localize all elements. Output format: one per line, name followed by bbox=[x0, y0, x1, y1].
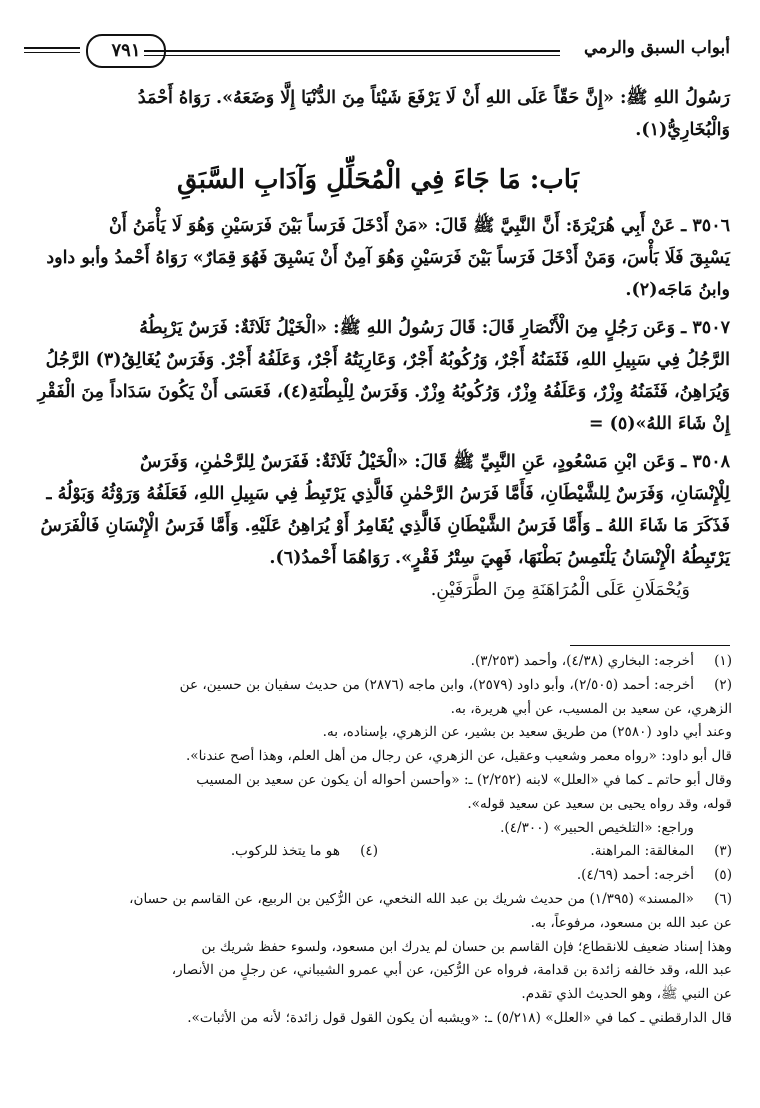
hadith-line: ٣٥٠٨ ـ وَعَن ابْنِ مَسْعُودٍ، عَنِ النَّبِيِّ ﷺ قَالَ: «الْخَيْلُ ثَلَاثَةٌ: فَفَرَسٌ لِلرَّحْمٰنِ، وَفَرَسٌ bbox=[140, 452, 730, 472]
intro-line: وَالْبُخَارِيُّ(١). bbox=[635, 120, 730, 140]
footnote-line: عن عبد الله بن مسعود، مرفوعاً، به. bbox=[530, 914, 732, 931]
hadith-line: وَيُرَاهِنُ، فَثَمَنُهُ وِزْرٌ، وَعَلَفُهُ وِزْرٌ، وَرُكُوبُهُ وِزْرٌ. وَفَرَسٌ لِلْبِطْنَةِ(٤)، فَعَسَى أَنْ يَكُونَ سَدَاداً مِنَ الْفَقْرِ bbox=[37, 382, 730, 402]
page-number: ٧٩١ bbox=[86, 34, 166, 68]
footnote-line: قال أبو داود: «رواه معمر وشعيب وعقيل، عن الزهري، عن رجال من أهل العلم، وهذا أصح عندنا». bbox=[185, 748, 732, 765]
footnote-3 bbox=[378, 840, 732, 864]
footnote-2-continuation bbox=[24, 698, 732, 841]
footnote-line: وقال أبو حاتم ـ كما في «العلل» لابنه (٢/٢٥٢) ـ: «وأحسن أحواله أن يكون عن سعيد بن المسيب bbox=[196, 771, 732, 788]
footnote-number: (٣) bbox=[714, 843, 732, 860]
main-text bbox=[26, 82, 730, 606]
hadith-line: إِنْ شَاءَ اللهُ»(٥) = bbox=[588, 414, 730, 434]
chapter-title: بَاب: مَا جَاءَ فِي الْمُحَلِّلِ وَآدَابِ السَّبَقِ bbox=[177, 165, 579, 195]
footnote-line: قوله، وقد رواه يحيى بن سعيد عن سعيد قوله». bbox=[467, 795, 732, 812]
footnote-line: وراجع: «التلخيص الحبير» (٤/٣٠٠). bbox=[500, 819, 694, 836]
footnote-text: المغالقة: المراهنة. bbox=[590, 843, 694, 860]
header-rule-left bbox=[24, 47, 80, 53]
footnote-2 bbox=[24, 674, 732, 698]
hadith-line: ٣٥٠٧ ـ وَعَن رَجُلٍ مِنَ الْأَنْصَارِ قَالَ: قَالَ رَسُولُ اللهِ ﷺ: «الْخَيْلُ ثَلَاثَةٌ: فَرَسٌ يَرْبِطُهُ bbox=[139, 318, 730, 338]
footnote-text: أخرجه: البخاري (٤/٣٨)، وأحمد (٣/٢٥٣). bbox=[470, 653, 694, 669]
running-title: أبواب السبق والرمي bbox=[584, 38, 730, 58]
footnote-number: (٥) bbox=[714, 867, 732, 884]
footnote-4 bbox=[24, 840, 378, 864]
hadith-line: وابنُ مَاجَه(٢). bbox=[625, 280, 730, 300]
hadith-line: يَسْبِقَ فَلَا بَأْسَ، وَمَنْ أَدْخَلَ فَرَساً بَيْنَ فَرَسَيْنِ وَهُوَ آمِنٌ أَنْ يَسْبِقَ فَهُوَ قِمَارٌ» رَوَاهُ أَحْمدُ وأبو داود bbox=[46, 248, 730, 268]
hadith-3507 bbox=[26, 312, 730, 440]
intro-line: رَسُولُ اللهِ ﷺ: «إِنَّ حَقّاً عَلَى اللهِ أَنْ لَا يَرْفَعَ شَيْئاً مِنَ الدُّنْيَا إِلَّا وَضَعَهُ». رَوَاهُ أَحْمَدُ bbox=[137, 88, 730, 108]
footnote-line: وعند أبي داود (٢٥٨٠) من طريق سعيد بن بشير، عن الزهري، بإسناده، به. bbox=[322, 724, 732, 741]
hadith-line: الرَّجُلُ فِي سَبِيلِ اللهِ، فَثَمَنُهُ أَجْرٌ، وَرُكُوبُهُ أَجْرٌ، وَعَارِيَتُهُ أَجْرٌ، وَعَلَفُهُ أَجْرٌ. وَفَرَسٌ يُغَالِقُ(٣) الرَّجُلُ bbox=[45, 350, 730, 370]
footnote-line: عن النبي ﷺ، وهو الحديث الذي تقدم. bbox=[521, 986, 732, 1003]
footnotes bbox=[24, 650, 732, 1031]
footnotes-3-4 bbox=[24, 840, 732, 864]
footnote-text: أخرجه: أحمد (٢/٥٠٥)، وأبو داود (٢٥٧٩)، وابن ماجه (٢٨٧٦) من حديث سفيان بن حسين، عن bbox=[179, 676, 694, 693]
page-header bbox=[24, 34, 730, 70]
footnote-separator bbox=[570, 645, 730, 646]
footnote-1 bbox=[24, 650, 732, 674]
footnote-line: وهذا إسناد ضعيف للانقطاع؛ فإن القاسم بن حسان لم يدرك ابن مسعود، ولسوء حفظ شريك بن bbox=[201, 938, 732, 955]
footnote-number: (١) bbox=[714, 653, 732, 669]
footnote-line: عبد الله، وقد خالفه زائدة بن قدامة، فرواه عن الرُّكين، عن أبي عمرو الشيباني، عن رجلٍ من الأنصار، bbox=[171, 962, 732, 979]
footnote-number: (٦) bbox=[714, 890, 732, 907]
footnote-text: هو ما يتخذ للركوب. bbox=[230, 843, 340, 860]
hadith-line: يَرْتَبِطُهُ الْإِنْسَانُ يَلْتَمِسُ بَطْنَهَا، فَهِيَ سِتْرُ فَقْرٍ». رَوَاهُمَا أَحْمدُ(٦). bbox=[269, 548, 730, 568]
hadith-3506 bbox=[26, 210, 730, 306]
footnote-line: الزهري، عن سعيد بن المسيب، عن أبي هريرة، به. bbox=[450, 700, 732, 717]
footnote-text: «المسند» (١/٣٩٥) من حديث شريك بن عبد الله النخعي، عن الرُّكين بن الربيع، عن القاسم بن حسان، bbox=[129, 890, 694, 907]
footnote-6-continuation bbox=[24, 912, 732, 1031]
hadith-line: ٣٥٠٦ ـ عَنْ أَبِي هُرَيْرَةَ: أَنَّ النَّبِيَّ ﷺ قَالَ: «مَنْ أَدْخَلَ فَرَساً بَيْنَ فَرَسَيْنِ وَهُوَ لَا يَأْمَنُ أَنْ bbox=[109, 216, 730, 236]
header-rule bbox=[144, 50, 560, 56]
hadith-line: فَذَكَرَ مَا شَاءَ اللهُ ـ وَأَمَّا فَرَسُ الشَّيْطَانِ فَالَّذِي يُقَامِرُ أَوْ يُرَاهِنُ عَلَيْهِ. وَأَمَّا فَرَسُ الْإِنْسَانِ فَالْفَرَسُ bbox=[40, 516, 730, 536]
footnote-5 bbox=[24, 864, 732, 888]
footnote-number: (٤) bbox=[360, 843, 378, 860]
hadith-line: لِلْإِنْسَانِ، وَفَرَسٌ لِلشَّيْطَانِ، فَأَمَّا فَرَسُ الرَّحْمٰنِ فَالَّذِي يَرْتَبِطُ فِي سَبِيلِ اللهِ، فَعَلَفُهُ وَرَوْثُهُ وَبَوْلُهُ ـ bbox=[46, 484, 730, 504]
footnote-text: أخرجه: أحمد (٤/٦٩). bbox=[576, 867, 694, 884]
footnote-line: قال الدارقطني ـ كما في «العلل» (٥/٢١٨) ـ: «ويشبه أن يكون القول قول زائدة؛ لأنه من الأثبات». bbox=[187, 1009, 732, 1026]
hadith-3508 bbox=[26, 446, 730, 574]
footnote-number: (٢) bbox=[714, 676, 732, 693]
closing-note: وَيُحْمَلَانِ عَلَى الْمُرَاهَنَةِ مِنَ الطَّرَفَيْنِ. bbox=[430, 580, 690, 600]
footnote-6 bbox=[24, 888, 732, 912]
